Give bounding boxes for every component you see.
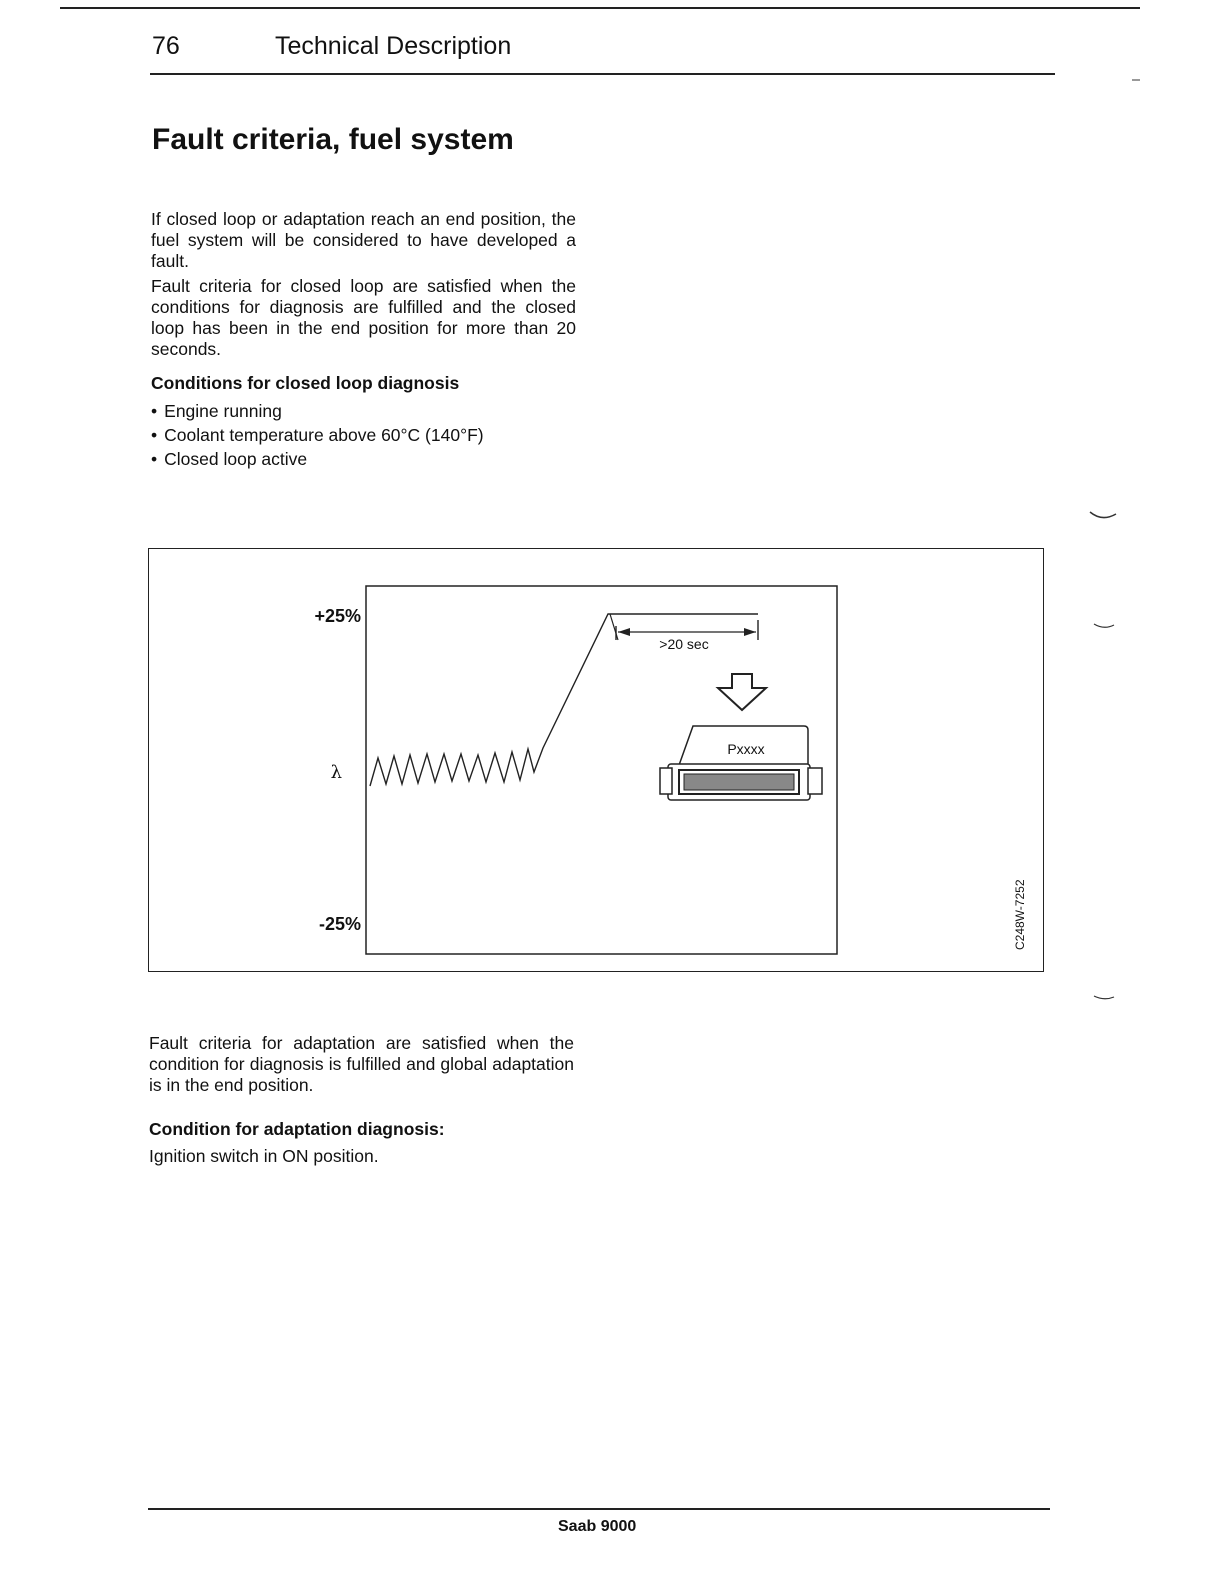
footer-rule	[148, 1508, 1050, 1510]
adaptation-condition: Ignition switch in ON position.	[149, 1146, 379, 1166]
lambda-symbol: λ	[330, 762, 342, 783]
bottom-limit-label: -25%	[318, 914, 361, 934]
binding-marks	[1080, 0, 1140, 1100]
fault-code-label: Pxxxx	[727, 741, 765, 757]
ecu-icon	[660, 726, 822, 800]
arrowhead-right	[744, 628, 756, 636]
list-item: • Engine running	[151, 399, 484, 423]
figure-ref: C248W-7252	[1013, 879, 1027, 950]
page-number: 76	[152, 32, 180, 60]
page-title: Fault criteria, fuel system	[152, 123, 514, 156]
closed-loop-conditions-list	[151, 399, 484, 471]
footer-title: Saab 9000	[558, 1518, 637, 1535]
closed-loop-heading: Conditions for closed loop diagnosis	[151, 373, 460, 393]
top-limit-label: +25%	[314, 606, 361, 626]
adaptation-criteria-paragraph: Fault criteria for adaptation are satisfied when the condition for diagnosis is fulfilled and global adaptation is in the end position.	[149, 1033, 574, 1095]
list-item: • Coolant temperature above 60°C (140°F)	[151, 423, 484, 447]
intro-paragraph: If closed loop or adaptation reach an end position, the fuel system will be considered to have developed a fault.	[151, 209, 576, 271]
top-border-rule	[60, 7, 1140, 9]
closed-loop-criteria-paragraph: Fault criteria for closed loop are satisfied when the conditions for diagnosis are fulfilled and the closed loop has been in the end position for more than 20 seconds.	[151, 276, 576, 359]
duration-start-line	[610, 614, 618, 640]
down-arrow-icon	[718, 674, 766, 710]
list-item: • Closed loop active	[151, 447, 484, 471]
section-title: Technical Description	[275, 32, 512, 60]
lambda-diagram	[148, 548, 1044, 972]
arrowhead-left	[618, 628, 630, 636]
adaptation-heading: Condition for adaptation diagnosis:	[149, 1119, 445, 1139]
duration-label: >20 sec	[659, 636, 709, 652]
header-rule	[150, 73, 1055, 75]
